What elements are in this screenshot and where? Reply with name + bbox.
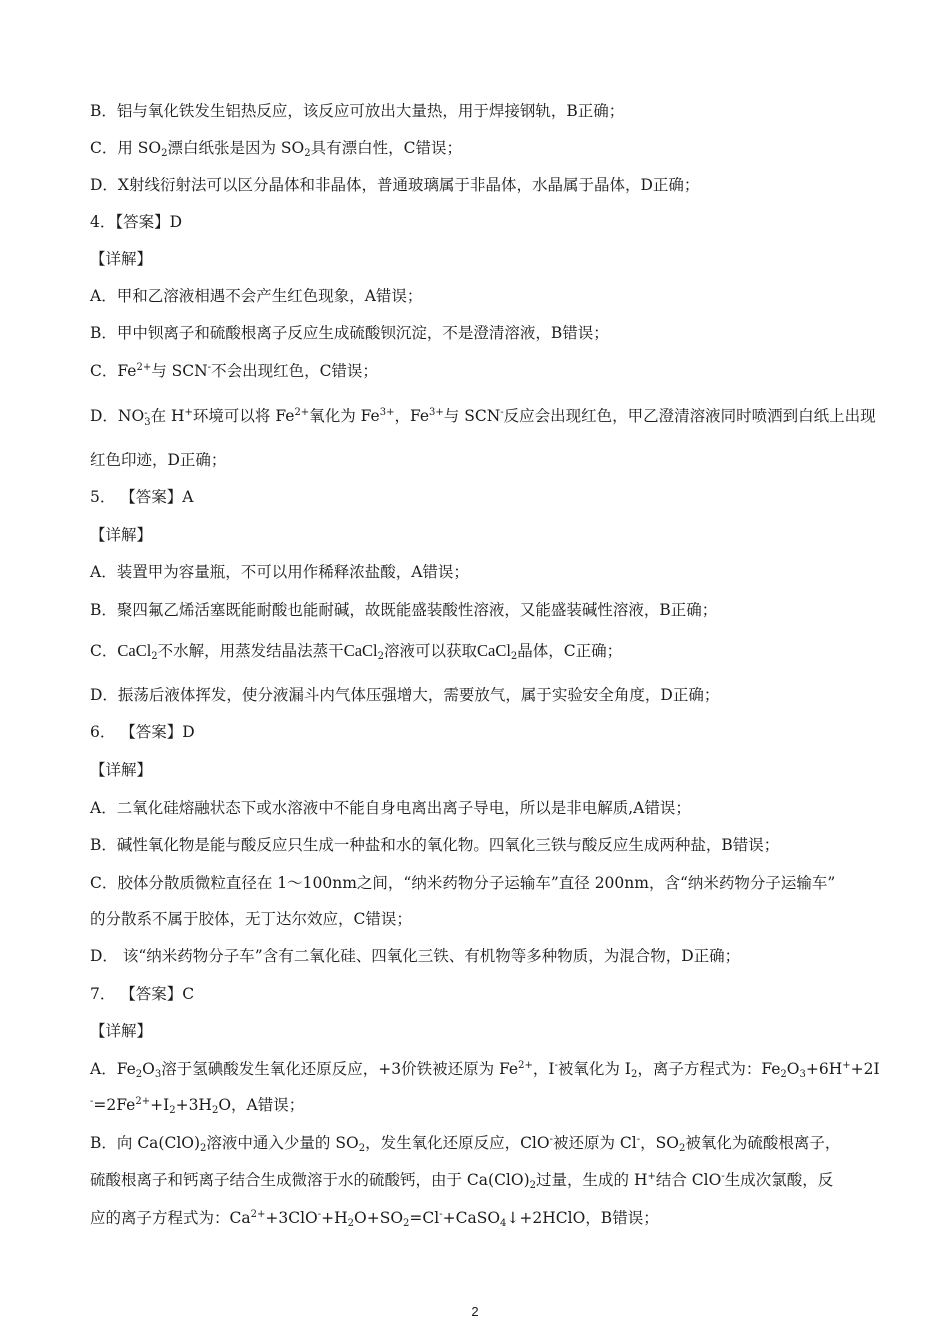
explanation-heading: 【详解】 xyxy=(90,526,153,544)
text-line: D．振荡后液体挥发，使分液漏斗内气体压强增大，需要放气，属于实验安全角度，D正确； xyxy=(90,686,720,704)
text-line: B．碱性氧化物是能与酸反应只生成一种盐和水的氧化物。四氧化三铁与酸反应生成两种盐，B错误； xyxy=(90,836,780,854)
answer-heading: 6． 【答案】D xyxy=(90,723,195,741)
text-line: A．二氧化硅熔融状态下或水溶液中不能自身电离出离子导电，所以是非电解质,A错误； xyxy=(90,799,691,817)
answer-heading: 7． 【答案】C xyxy=(90,985,195,1003)
text-line: 红色印迹，D正确； xyxy=(90,451,227,469)
text-line: B．甲中钡离子和硫酸根离子反应生成硫酸钡沉淀，不是澄清溶液，B错误； xyxy=(90,324,609,342)
answer-heading: 5． 【答案】A xyxy=(90,488,194,506)
page-number: 2 xyxy=(471,1304,479,1319)
explanation-heading: 【详解】 xyxy=(90,1022,153,1040)
text-line: B．向 $Ca(ClO)_2$溶液中通入少量的 $SO_2$，发生氧化还原反应，ClO-被还原为 Cl-，$SO_2$被氧化为硫酸根离子， xyxy=(90,1134,841,1154)
explanation-heading: 【详解】 xyxy=(90,761,153,779)
text-line: 硫酸根离子和钙离子结合生成微溶于水的硫酸钙，由于 $Ca(ClO)_2$过量，生成的 H+结合 ClO-生成次氯酸，反 xyxy=(90,1171,834,1191)
text-line: B．铝与氧化铁发生铝热反应，该反应可放出大量热，用于焊接钢轨，B正确； xyxy=(90,102,625,120)
text-line: D．NO - 3 在 H+环境可以将 $Fe^{2+}$氧化为 $Fe^{3+}$，$Fe^{3+}$与 SCN-反应会出现红色，甲乙澄清溶液同时喷洒到白纸上出现 xyxy=(90,407,876,428)
text-line: D．X射线衍射法可以区分晶体和非晶体，普通玻璃属于非晶体，水晶属于晶体，D正确； xyxy=(90,176,700,194)
text-line: $^-=2Fe^{2+}+I_2+3H_2O$，A错误； xyxy=(90,1096,305,1116)
text-line: C．CaCl$_2$不水解，用蒸发结晶法蒸干CaCl$_2$溶液可以获取CaCl$_2$晶体，C正确； xyxy=(90,641,623,662)
text-line: 应的离子方程式为：$Ca^{2+}+3ClO^-+H_2O+SO_2=Cl^-+CaSO_4↓+2HClO$，B错误； xyxy=(90,1209,659,1229)
text-line: D． 该“纳米药物分子车”含有二氧化硅、四氧化三铁、有机物等多种物质，为混合物，D正确； xyxy=(90,947,741,965)
text-line: A．甲和乙溶液相遇不会产生红色现象，A错误； xyxy=(90,287,423,305)
text-line: C．胶体分散质微粒直径在 1～100nm之间，“纳米药物分子运输车”直径 200nm，含“纳米药物分子运输车” xyxy=(90,874,836,892)
text-line: A．$Fe_2O_3$溶于氢碘酸发生氧化还原反应，+3价铁被还原为 $Fe^{2+}$，I-被氧化为 $I_2$，离子方程式为：$Fe_2O_3+6H^++2I$ xyxy=(90,1060,880,1080)
text-line: 的分散系不属于胶体，无丁达尔效应，C错误； xyxy=(90,910,412,928)
explanation-heading: 【详解】 xyxy=(90,250,153,268)
text-line: B．聚四氟乙烯活塞既能耐酸也能耐碱，故既能盛装酸性溶液，又能盛装碱性溶液，B正确； xyxy=(90,601,718,619)
text-line: C．$Fe^{2+}$与 SCN-不会出现红色，C错误； xyxy=(90,362,378,380)
text-line: C．用 $SO_2$漂白纸张是因为 $SO_2$具有漂白性，C错误； xyxy=(90,139,463,159)
answer-heading: 4．【答案】D xyxy=(90,213,183,231)
text-line: A．装置甲为容量瓶，不可以用作稀释浓盐酸，A错误； xyxy=(90,563,469,581)
